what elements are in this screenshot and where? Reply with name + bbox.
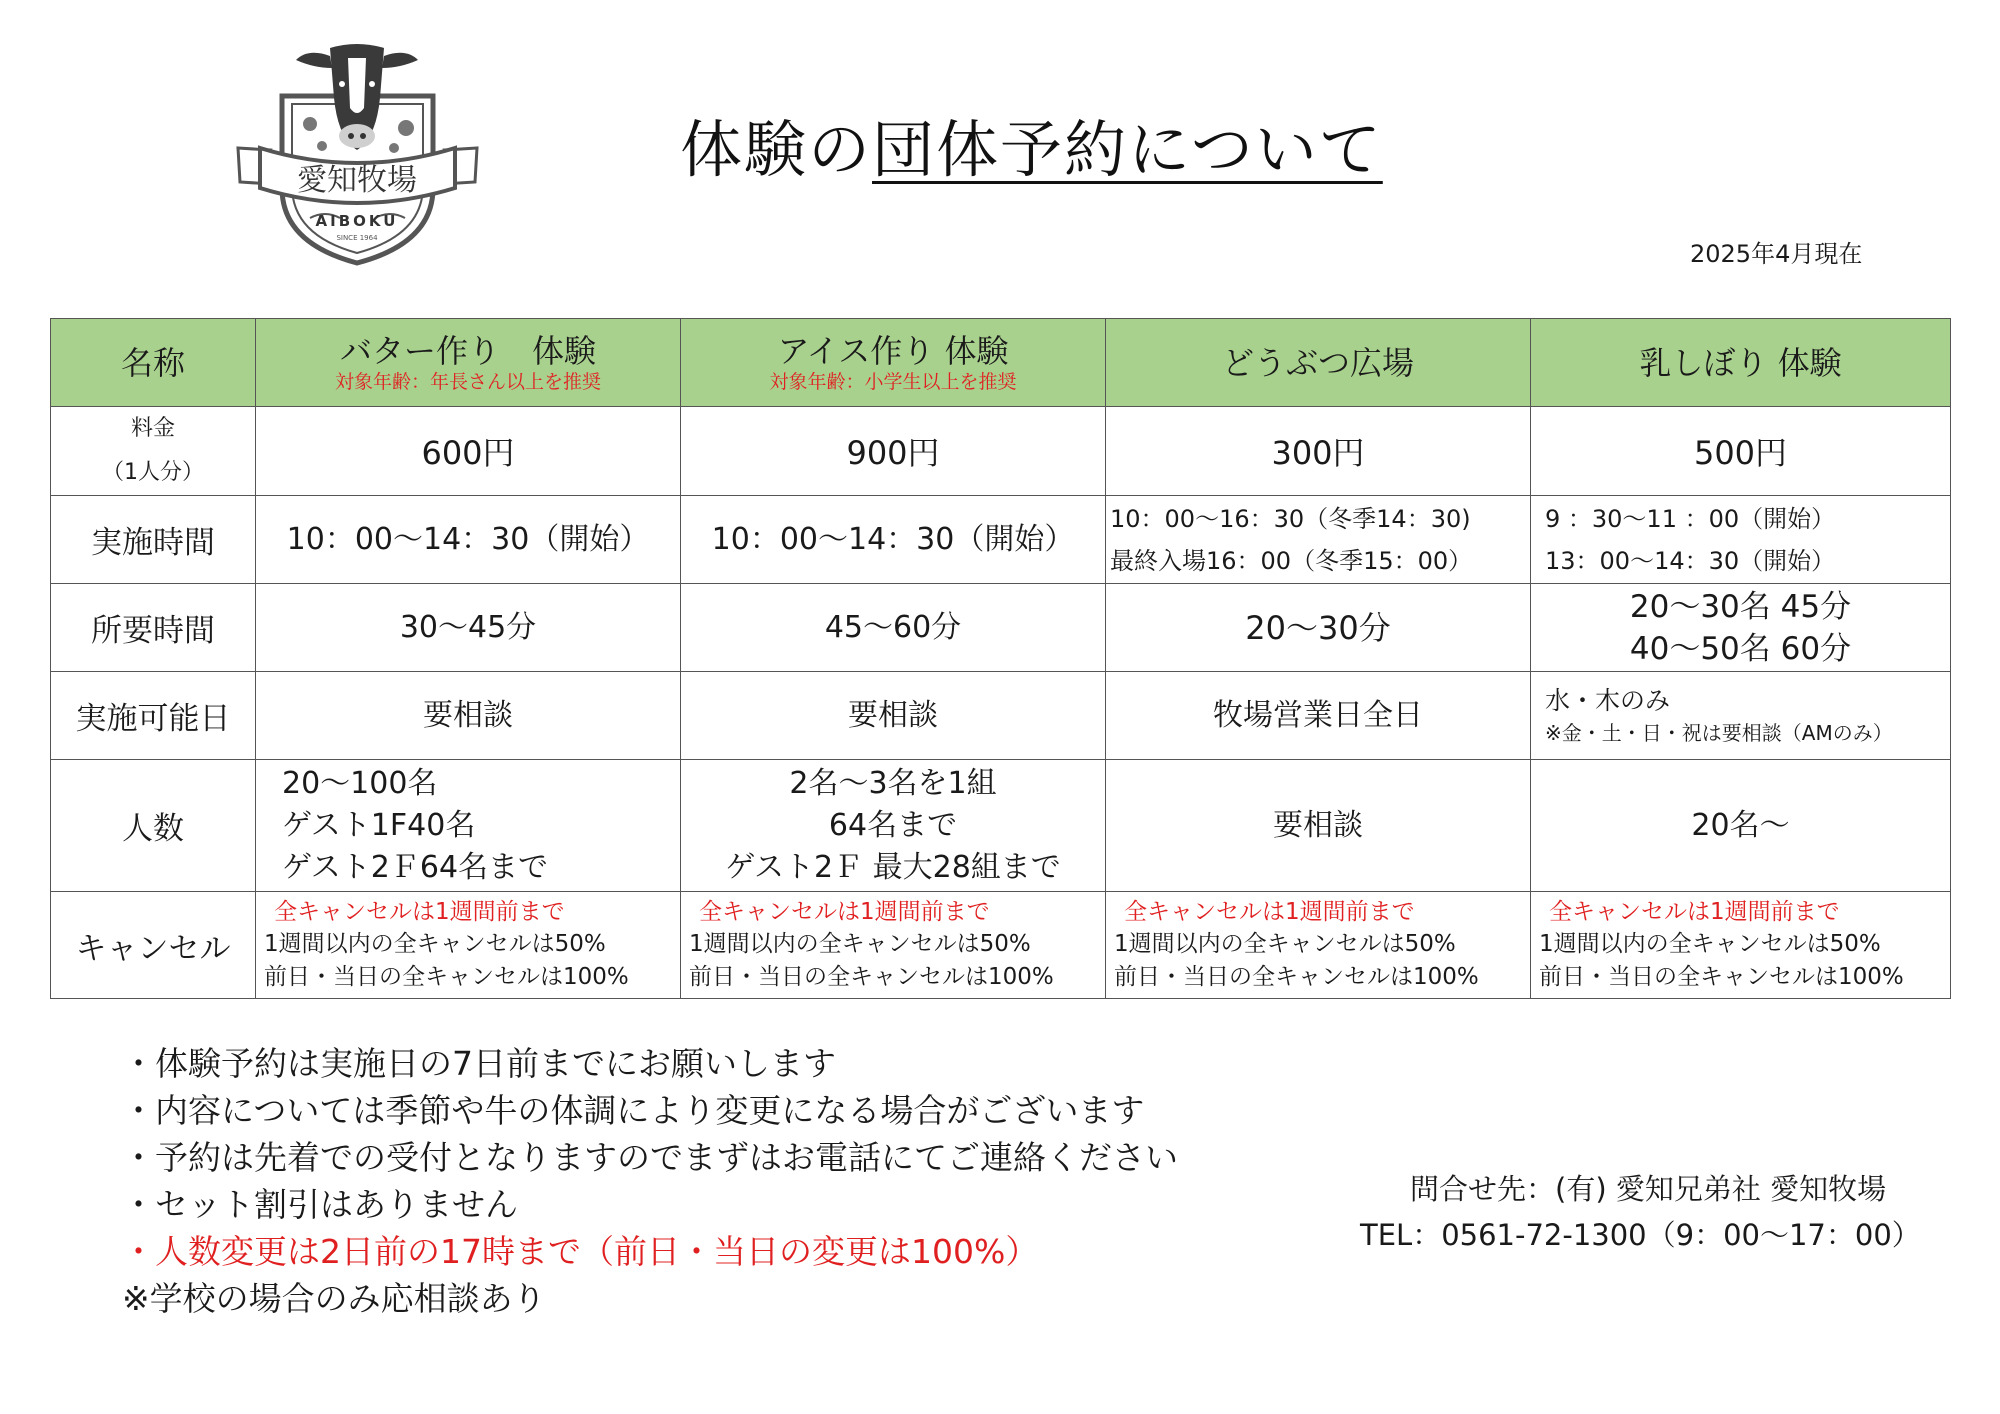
days-butter: 要相談	[256, 672, 681, 760]
header-row	[51, 319, 1951, 407]
notes-list	[122, 1040, 1178, 1322]
note-item: ※学校の場合のみ応相談あり	[122, 1279, 546, 1318]
note-item: ・予約は先着での受付となりますのでまずはお電話にてご連絡ください	[122, 1138, 1178, 1177]
as-of-date: 2025年4月現在	[1690, 240, 1863, 268]
duration-butter: 30〜45分	[256, 584, 681, 672]
note-item: ・体験予約は実施日の7日前までにお願いします	[122, 1044, 836, 1083]
title-underlined: 団体予約について	[872, 113, 1383, 186]
cancel-milking: 全キャンセルは1週間前まで 1週間以内の全キャンセルは50% 前日・当日の全キャンセルは100%	[1531, 892, 1951, 999]
cancel-row	[51, 892, 1951, 999]
people-milking: 20名〜	[1531, 760, 1951, 892]
header-ice: アイス作り 体験 対象年齢：小学生以上を推奨	[681, 319, 1106, 407]
duration-ice: 45〜60分	[681, 584, 1106, 672]
price-label: 料金 （1人分）	[51, 407, 256, 496]
hours-butter: 10：00〜14：30（開始）	[256, 496, 681, 584]
cancel-butter: 全キャンセルは1週間前まで 1週間以内の全キャンセルは50% 前日・当日の全キャンセルは100%	[256, 892, 681, 999]
note-item: ・内容については季節や牛の体調により変更になる場合がございます	[122, 1091, 1145, 1130]
days-animal-plaza: 牧場営業日全日	[1106, 672, 1531, 760]
svg-text:AIBOKU: AIBOKU	[315, 212, 399, 230]
duration-milking: 20〜30名 45分 40〜50名 60分	[1531, 584, 1951, 672]
hours-milking: 9 ：30〜11 ：00（開始） 13：00〜14：30（開始）	[1531, 496, 1951, 584]
people-label: 人数	[51, 760, 256, 892]
price-row	[51, 407, 1951, 496]
header-animal-plaza: どうぶつ広場	[1106, 319, 1531, 407]
duration-animal-plaza: 20〜30分	[1106, 584, 1531, 672]
duration-row	[51, 584, 1951, 672]
days-ice: 要相談	[681, 672, 1106, 760]
days-row	[51, 672, 1951, 760]
price-ice: 900円	[681, 407, 1106, 496]
title-prefix: 体験の	[680, 113, 873, 186]
contact-phone: TEL：0561-72-1300（9：00〜17：00）	[1360, 1218, 1921, 1252]
cancel-ice: 全キャンセルは1週間前まで 1週間以内の全キャンセルは50% 前日・当日の全キャンセルは100%	[681, 892, 1106, 999]
header-butter: バター作り 体験 対象年齢：年長さん以上を推奨	[256, 319, 681, 407]
svg-text:SINCE 1964: SINCE 1964	[336, 234, 378, 242]
duration-label: 所要時間	[51, 584, 256, 672]
header-milking: 乳しぼり 体験	[1531, 319, 1951, 407]
header-label-cell: 名称	[51, 319, 256, 407]
cancel-label: キャンセル	[51, 892, 256, 999]
days-milking: 水・木のみ ※金・土・日・祝は要相談（AMのみ）	[1531, 672, 1951, 760]
price-animal-plaza: 300円	[1106, 407, 1531, 496]
people-animal-plaza: 要相談	[1106, 760, 1531, 892]
hours-ice: 10：00〜14：30（開始）	[681, 496, 1106, 584]
price-butter: 600円	[256, 407, 681, 496]
hours-label: 実施時間	[51, 496, 256, 584]
cancel-animal-plaza: 全キャンセルは1週間前まで 1週間以内の全キャンセルは50% 前日・当日の全キャンセルは100%	[1106, 892, 1531, 999]
note-item: ・セット割引はありません	[122, 1185, 518, 1224]
hours-animal-plaza: 10：00〜16：30（冬季14：30) 最終入場16：00（冬季15：00）	[1106, 496, 1531, 584]
hours-row	[51, 496, 1951, 584]
page-title	[680, 100, 1383, 189]
cow-emblem-icon	[230, 38, 485, 268]
note-item-highlight: ・人数変更は2日前の17時まで（前日・当日の変更は100%）	[122, 1232, 1039, 1271]
contact-info	[1360, 1166, 1921, 1258]
price-milking: 500円	[1531, 407, 1951, 496]
svg-text:愛知牧場: 愛知牧場	[297, 163, 417, 198]
people-ice: 2名〜3名を1組 64名まで ゲスト2Ｆ 最大28組まで	[681, 760, 1106, 892]
people-butter: 20〜100名 ゲスト1F40名 ゲスト2Ｆ64名まで	[256, 760, 681, 892]
experience-table	[50, 318, 1951, 999]
aiboku-logo	[230, 38, 485, 268]
days-label: 実施可能日	[51, 672, 256, 760]
contact-company: 問合せ先：(有) 愛知兄弟社 愛知牧場	[1410, 1172, 1887, 1206]
people-row	[51, 760, 1951, 892]
